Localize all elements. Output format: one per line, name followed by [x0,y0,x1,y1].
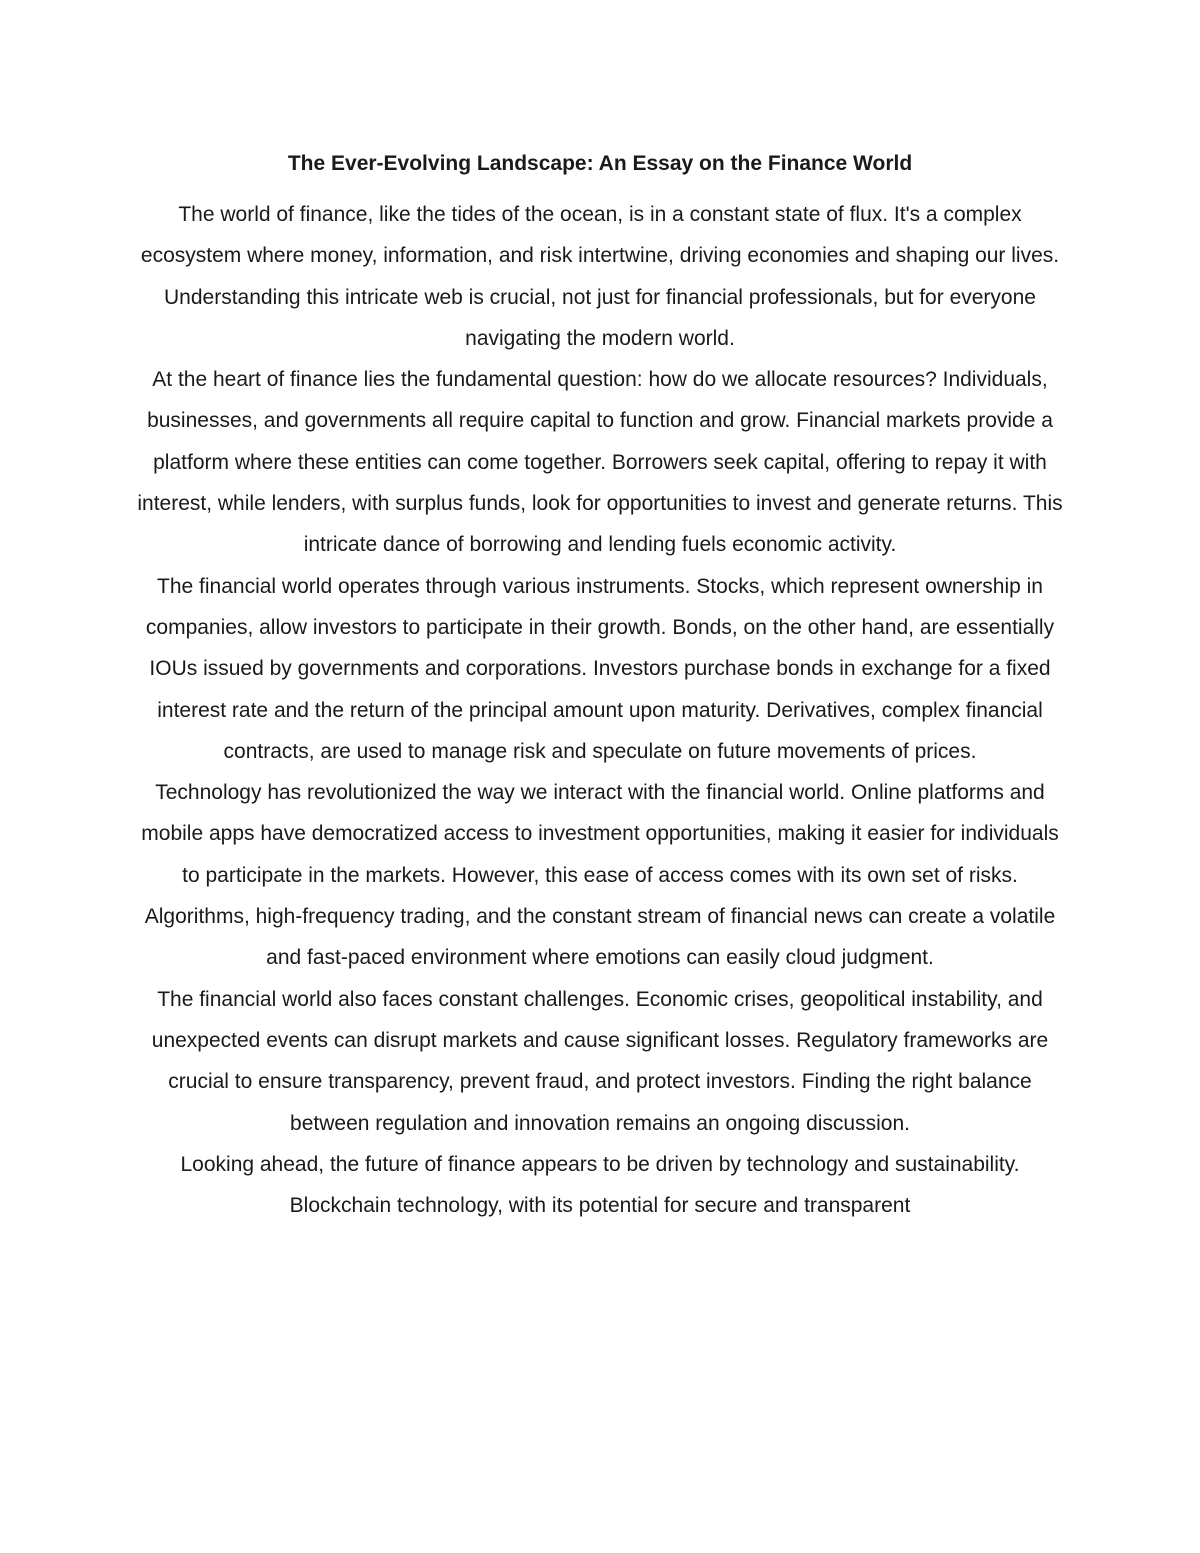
essay-body [130,142,1070,1226]
essay-paragraph-technology: Technology has revolutionized the way we interact with the financial world. Online platforms and mobile apps have democratized access to investment opportunities, making it easier for individuals to participate in the markets. However, this ease of access comes with its own set of risks. Algorithms, high-frequency trading, and the constant stream of financial news can create a volatile and fast-paced environment where emotions can easily cloud judgment. [141,781,1059,970]
essay-paragraph-resource-allocation: At the heart of finance lies the fundamental question: how do we allocate resources? Individuals, businesses, and governments all require capital to function and grow. Financial markets provide a platform where these entities can come together. Borrowers seek capital, offering to repay it with interest, while lenders, with surplus funds, look for opportunities to invest and generate returns. This intricate dance of borrowing and lending fuels economic activity. [137,368,1063,557]
essay-paragraph-challenges: The financial world also faces constant challenges. Economic crises, geopolitical instability, and unexpected events can disrupt markets and cause significant losses. Regulatory frameworks are crucial to ensure transparency, prevent fraud, and protect investors. Finding the right balance between regulation and innovation remains an ongoing discussion. [151,987,1049,1135]
essay-title: The Ever-Evolving Landscape: An Essay on the Finance World [287,152,913,175]
essay-paragraph-future: Looking ahead, the future of finance appears to be driven by technology and sustainability. Blockchain technology, with its potential for secure and transparent [180,1152,1020,1218]
essay-paragraph-instruments: The financial world operates through various instruments. Stocks, which represent ownership in companies, allow investors to participate in their growth. Bonds, on the other hand, are essentially IOUs issued by governments and corporations. Investors purchase bonds in exchange for a fixed interest rate and the return of the principal amount upon maturity. Derivatives, complex financial contracts, are used to manage risk and speculate on future movements of prices. [145,574,1055,763]
essay-paragraph-intro: The world of finance, like the tides of the ocean, is in a constant state of flux. It's a complex ecosystem where money, information, and risk intertwine, driving economies and shaping our lives. Understanding this intricate web is crucial, not just for financial professionals, but for everyone navigating the modern world. [140,203,1060,350]
